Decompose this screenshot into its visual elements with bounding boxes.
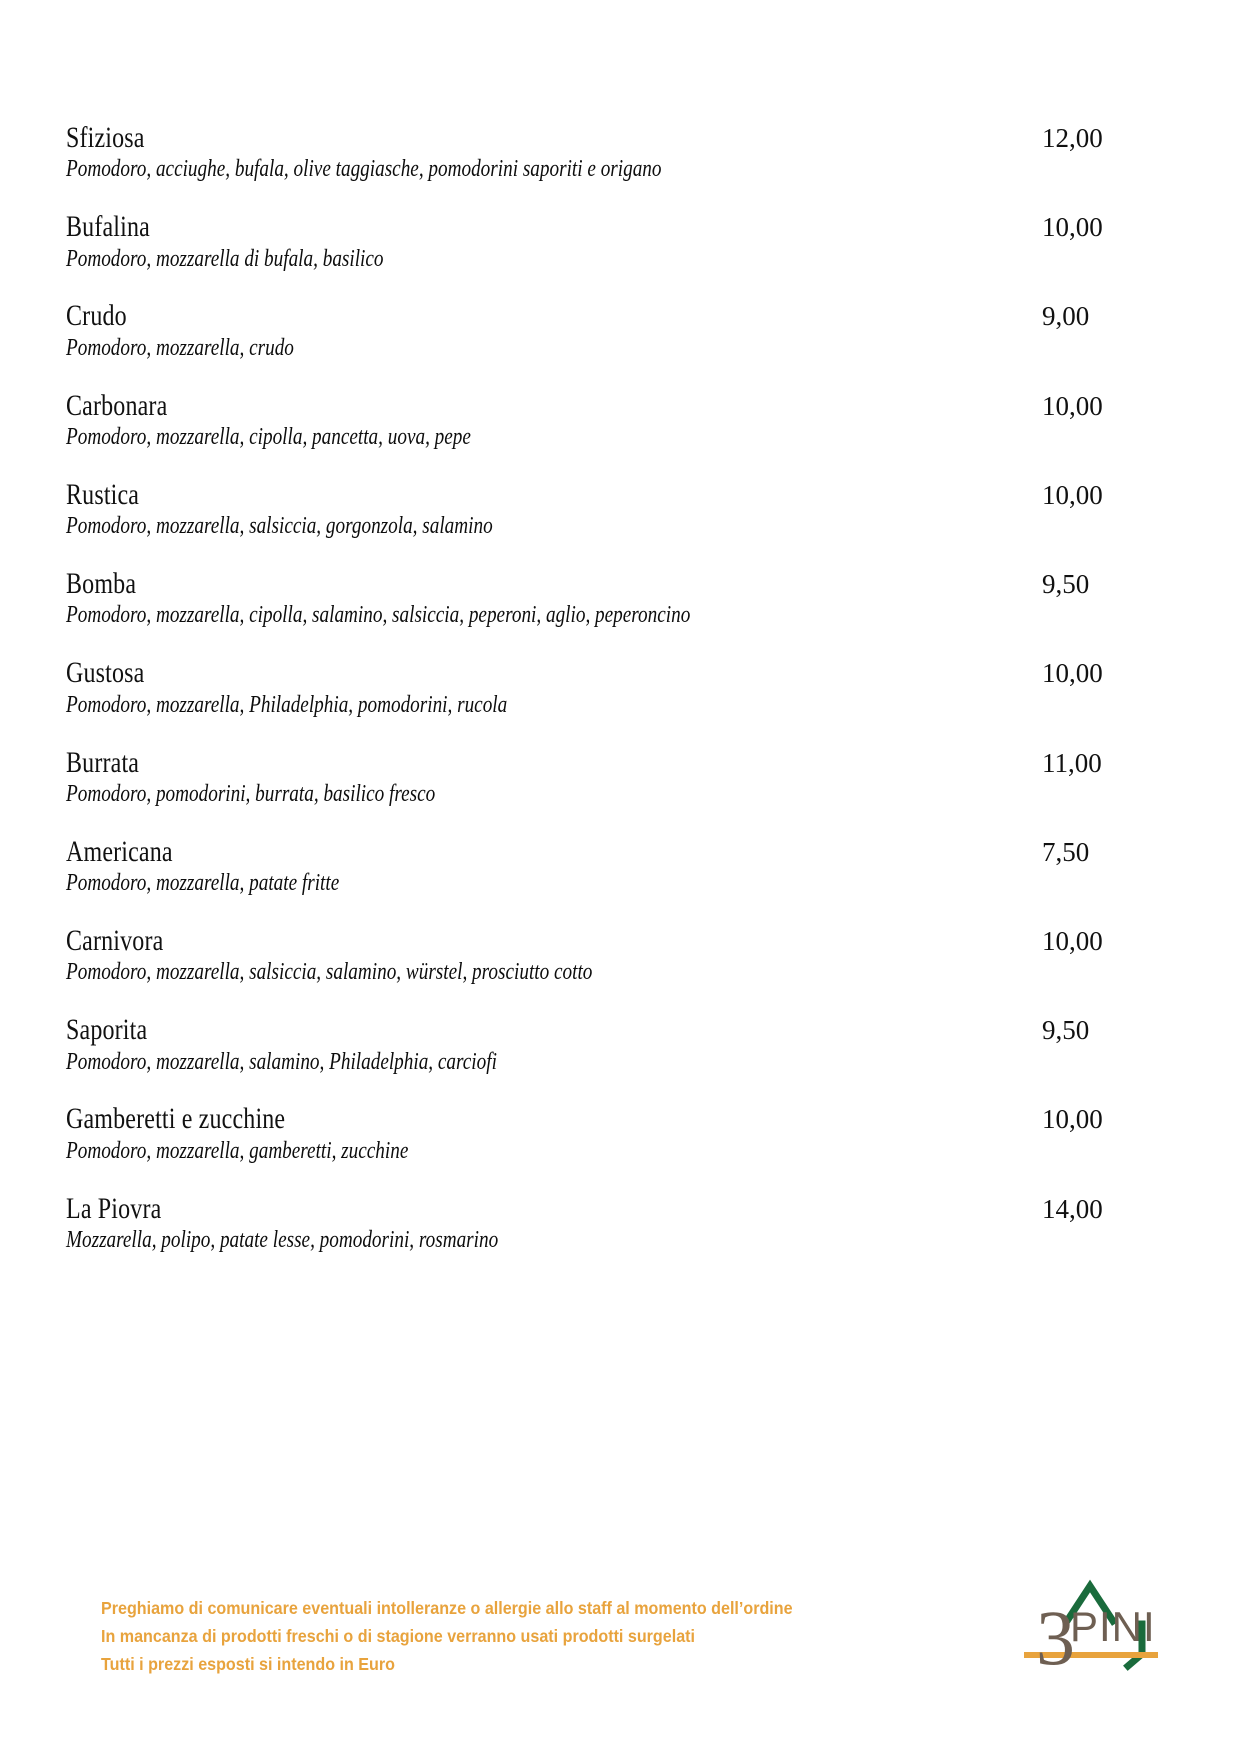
menu-item <box>66 836 1176 898</box>
menu-item-header <box>66 300 1176 332</box>
menu-item-price: 10,00 <box>1042 925 1103 956</box>
menu-item-description: Pomodoro, pomodorini, burrata, basilico fresco <box>66 780 436 807</box>
menu-item-price: 10,00 <box>1042 1104 1103 1135</box>
menu-item-description: Mozzarella, polipo, patate lesse, pomodorini, rosmarino <box>66 1227 499 1254</box>
menu-item <box>66 747 1176 809</box>
menu-item-header <box>66 657 1176 689</box>
menu-item-name: Bomba <box>66 567 137 601</box>
menu-item-header <box>66 122 1176 154</box>
menu-item-price: 10,00 <box>1042 479 1103 510</box>
menu-item-list <box>66 122 1176 1282</box>
menu-item-header <box>66 390 1176 422</box>
menu-item-description: Pomodoro, mozzarella, salsiccia, gorgonzola, salamino <box>66 513 493 540</box>
menu-item-price: 10,00 <box>1042 658 1103 689</box>
menu-item-header <box>66 1103 1176 1135</box>
menu-item-header <box>66 747 1176 779</box>
menu-item-description: Pomodoro, mozzarella, cipolla, pancetta, uova, pepe <box>66 424 471 451</box>
menu-item <box>66 657 1176 719</box>
menu-item-description: Pomodoro, mozzarella di bufala, basilico <box>66 245 384 272</box>
footer-note-frozen-products: In mancanza di prodotti freschi o di stagione verranno usati prodotti surgelati <box>101 1626 695 1646</box>
footer-disclaimer <box>101 1594 961 1678</box>
menu-item-name: La Piovra <box>66 1191 162 1225</box>
logo-wordmark: PINI <box>1070 1603 1156 1650</box>
logo-numeral: 3 <box>1036 1594 1075 1681</box>
menu-item <box>66 1193 1176 1255</box>
menu-item-name: Rustica <box>66 477 140 511</box>
menu-item-description: Pomodoro, mozzarella, Philadelphia, pomodorini, rucola <box>66 691 508 718</box>
menu-item-header <box>66 836 1176 868</box>
menu-item-price: 10,00 <box>1042 390 1103 421</box>
menu-item <box>66 211 1176 273</box>
3pini-logo <box>1022 1566 1174 1706</box>
menu-item <box>66 300 1176 362</box>
menu-item-header <box>66 568 1176 600</box>
menu-item <box>66 1103 1176 1165</box>
menu-item-name: Saporita <box>66 1013 148 1047</box>
menu-item-name: Burrata <box>66 745 140 779</box>
menu-item-header <box>66 1193 1176 1225</box>
menu-item-header <box>66 1014 1176 1046</box>
menu-item-name: Sfiziosa <box>66 121 145 154</box>
menu-item <box>66 479 1176 541</box>
menu-item-price: 14,00 <box>1042 1193 1103 1224</box>
menu-item-name: Crudo <box>66 299 127 333</box>
menu-item-header <box>66 925 1176 957</box>
menu-item <box>66 122 1176 184</box>
menu-item-name: Gustosa <box>66 656 145 690</box>
menu-item-price: 11,00 <box>1042 747 1102 778</box>
menu-item-price: 7,50 <box>1042 836 1090 867</box>
menu-item-name: Americana <box>66 834 173 868</box>
menu-item-header <box>66 211 1176 243</box>
menu-item-description: Pomodoro, mozzarella, salamino, Philadelphia, carciofi <box>66 1048 497 1075</box>
menu-item <box>66 568 1176 630</box>
menu-item-description: Pomodoro, mozzarella, crudo <box>66 334 294 361</box>
menu-item <box>66 390 1176 452</box>
menu-item <box>66 1014 1176 1076</box>
menu-item <box>66 925 1176 987</box>
menu-item-description: Pomodoro, mozzarella, patate fritte <box>66 870 340 897</box>
menu-item-price: 12,00 <box>1042 123 1103 153</box>
menu-item-name: Gamberetti e zucchine <box>66 1102 286 1136</box>
menu-item-description: Pomodoro, mozzarella, salsiccia, salamino, würstel, prosciutto cotto <box>66 959 593 986</box>
menu-item-price: 9,00 <box>1042 301 1090 332</box>
menu-item-description: Pomodoro, acciughe, bufala, olive taggiasche, pomodorini saporiti e origano <box>66 156 662 183</box>
menu-item-price: 9,50 <box>1042 569 1090 600</box>
menu-item-header <box>66 479 1176 511</box>
menu-item-name: Bufalina <box>66 210 150 244</box>
menu-item-description: Pomodoro, mozzarella, gamberetti, zucchine <box>66 1137 409 1164</box>
menu-item-price: 10,00 <box>1042 212 1103 243</box>
3pini-logo-graphic <box>1022 1566 1174 1706</box>
menu-item-price: 9,50 <box>1042 1015 1090 1046</box>
menu-item-name: Carnivora <box>66 923 164 957</box>
footer-note-allergies: Preghiamo di comunicare eventuali intolleranze o allergie allo staff al momento dell’ordine <box>101 1598 793 1618</box>
menu-item-name: Carbonara <box>66 388 168 422</box>
footer-note-currency: Tutti i prezzi esposti si intendo in Euro <box>101 1654 395 1674</box>
menu-item-description: Pomodoro, mozzarella, cipolla, salamino, salsiccia, peperoni, aglio, peperoncino <box>66 602 691 629</box>
